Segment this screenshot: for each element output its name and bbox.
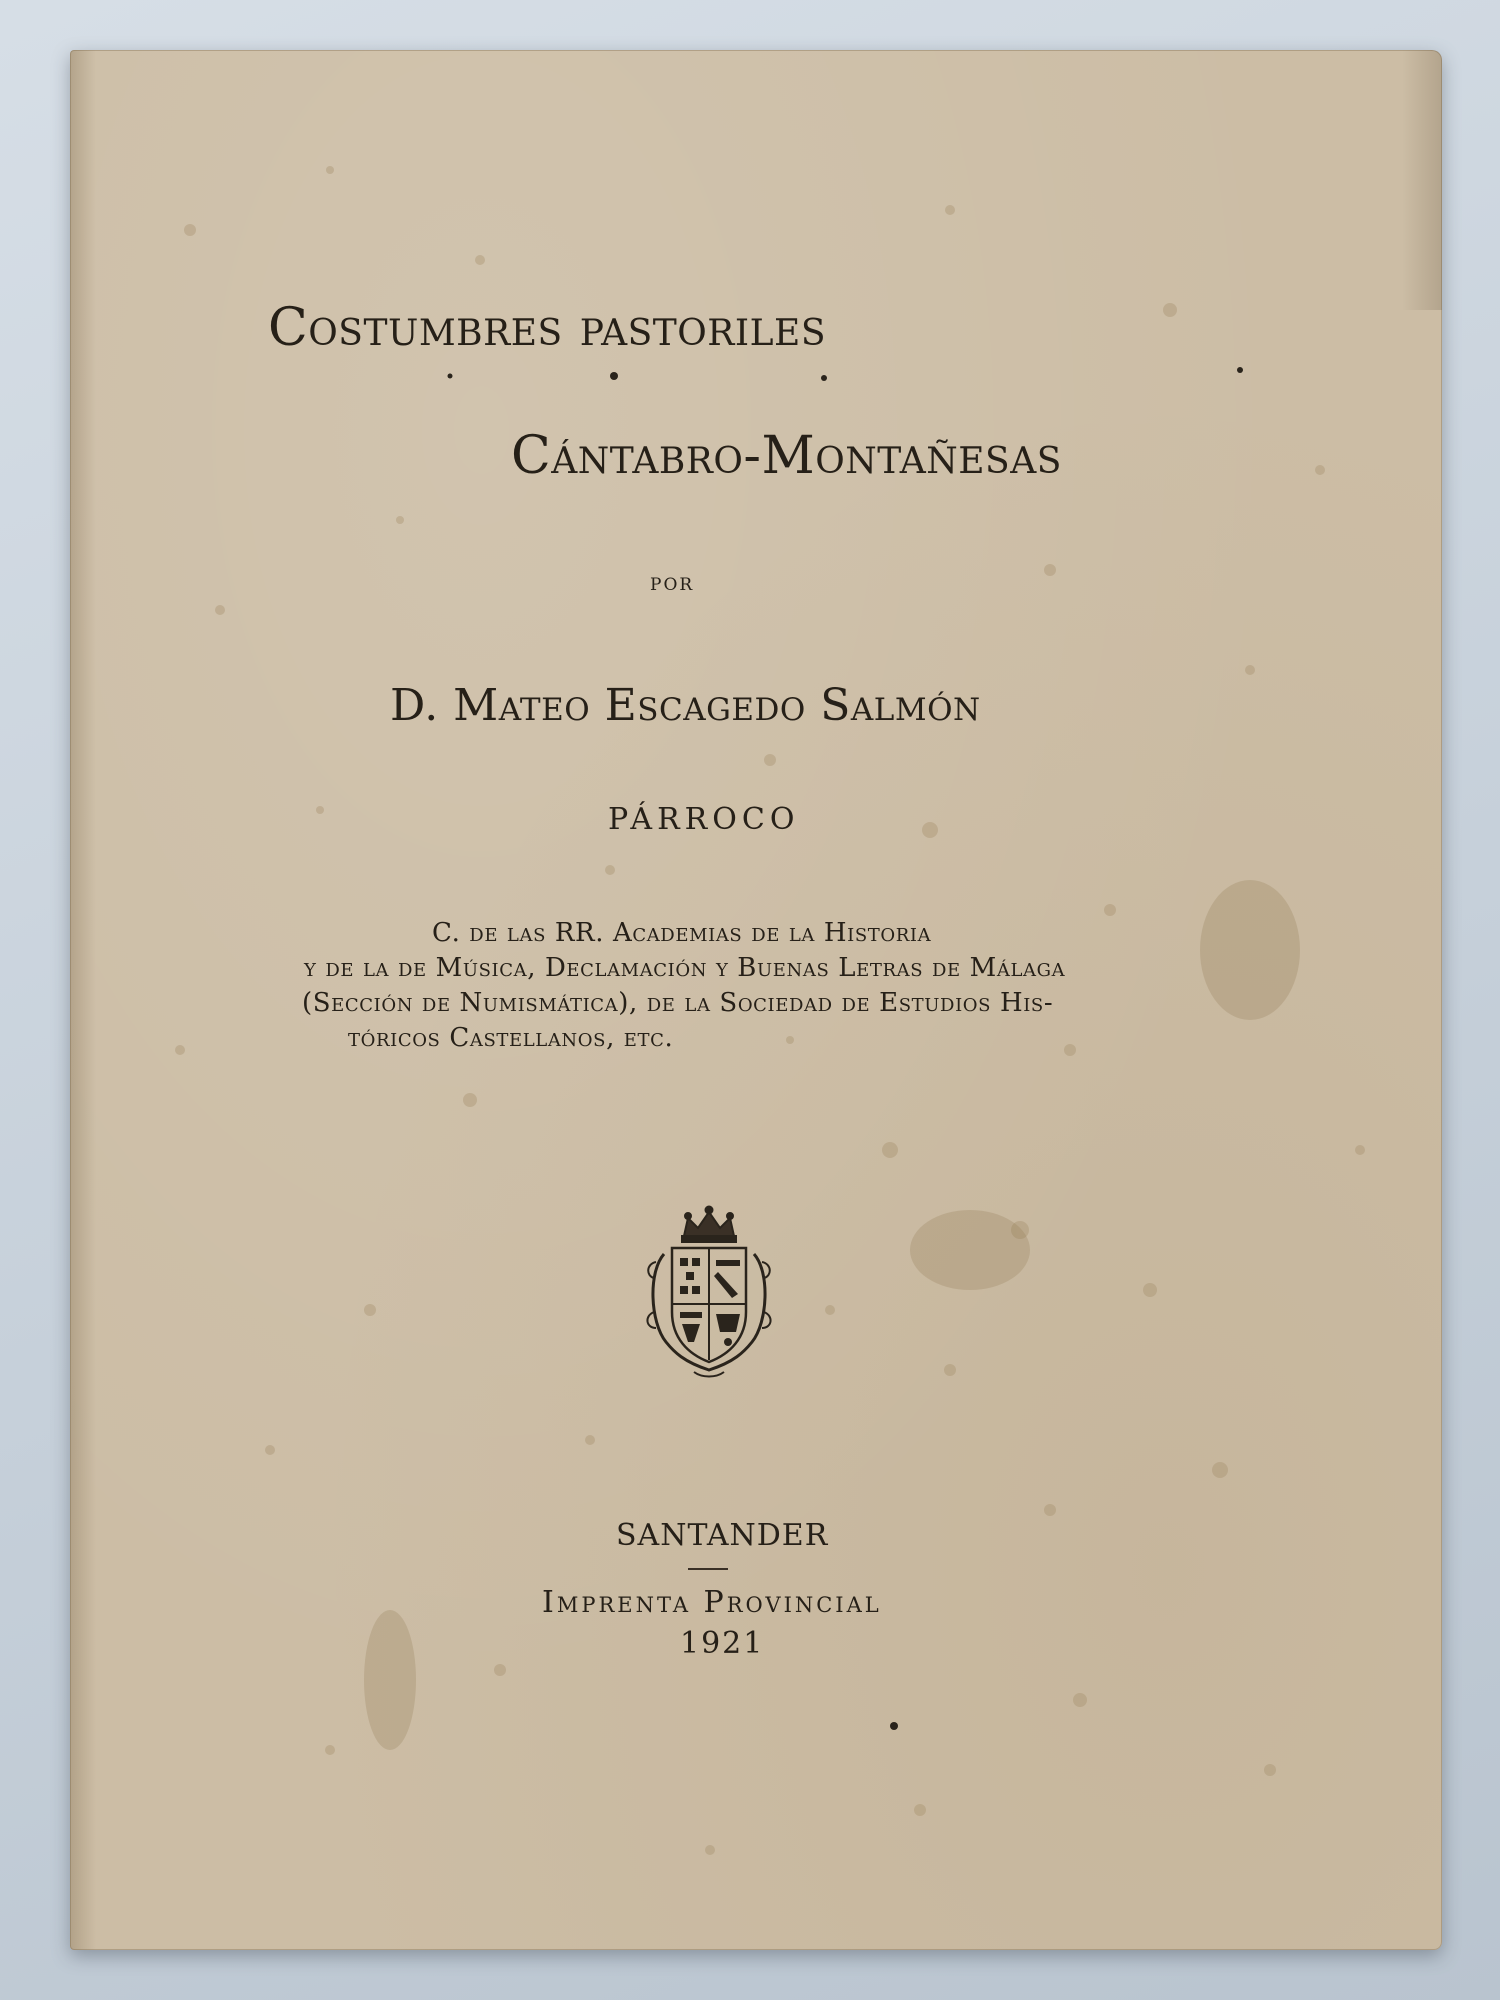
printer-name: Imprenta Provincial (542, 1585, 882, 1620)
divider-rule (688, 1568, 728, 1570)
publication-city: SANTANDER (616, 1518, 829, 1553)
author-name: D. Mateo Escagedo Salmón (390, 680, 981, 731)
title-line-1: Costumbres pastoriles (268, 298, 826, 358)
publication-year: 1921 (680, 1626, 765, 1661)
booklet-cover (70, 50, 1442, 1950)
by-label: por (650, 568, 695, 596)
affiliation-line-3: (Sección de Numismática), de la Sociedad de Estudios His- (302, 988, 1054, 1018)
affiliation-line-1: C. de las RR. Academias de la Historia (432, 918, 932, 948)
coat-of-arms-icon (644, 1202, 774, 1378)
author-role: PÁRROCO (608, 802, 800, 837)
title-line-2: Cántabro-Montañesas (511, 426, 1062, 486)
affiliation-line-4: tóricos Castellanos, etc. (348, 1023, 674, 1053)
affiliation-line-2: y de la de Música, Declamación y Buenas Letras de Málaga (304, 953, 1066, 983)
